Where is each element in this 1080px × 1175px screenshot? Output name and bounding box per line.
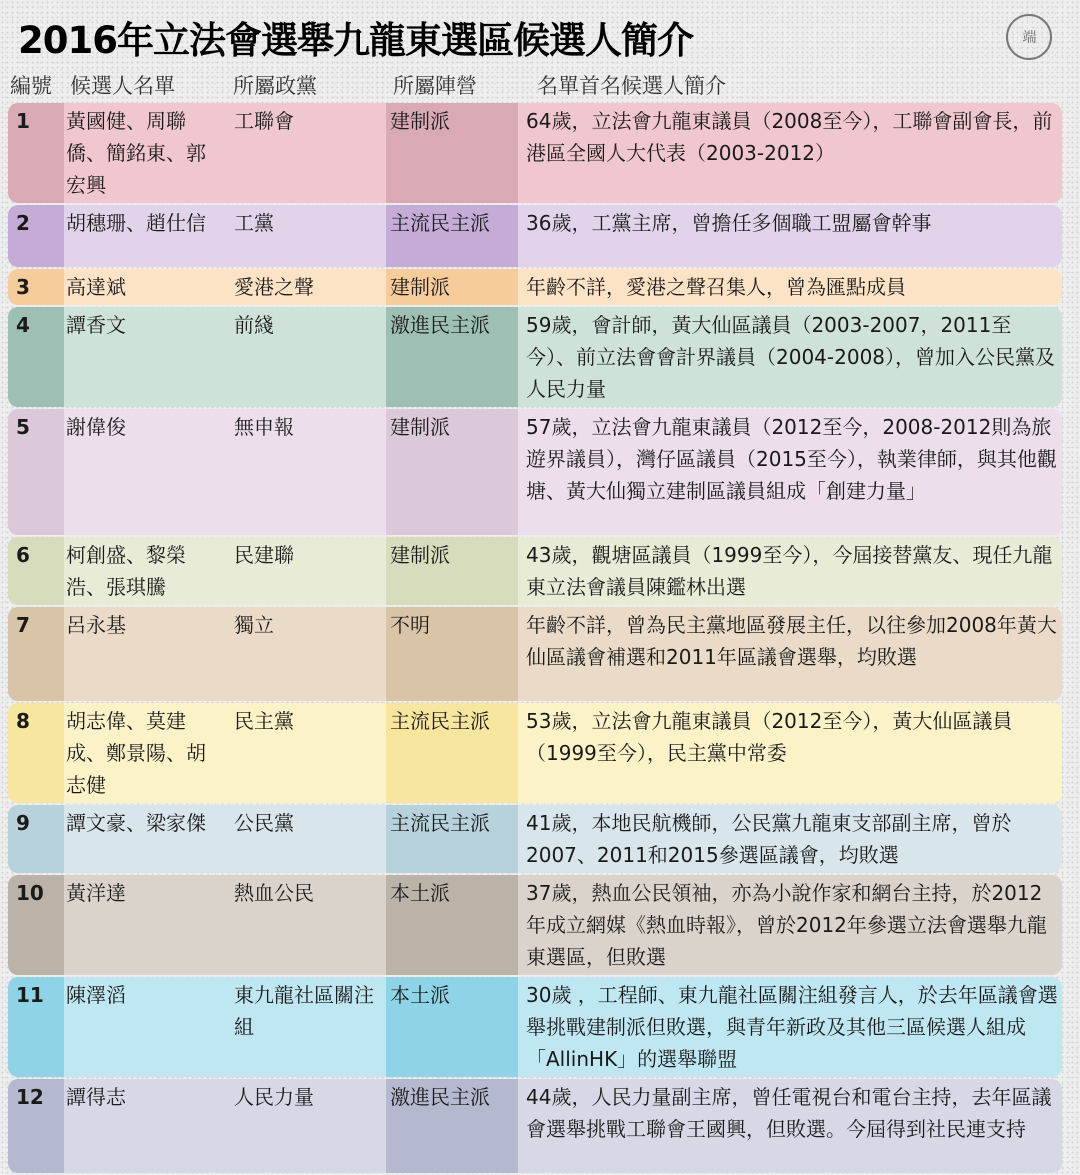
table-row	[8, 607, 1062, 701]
row-camp: 激進民主派	[386, 1079, 518, 1173]
row-camp: 激進民主派	[386, 307, 518, 407]
row-candidates: 黃洋達	[64, 875, 228, 975]
row-bio: 43歲，觀塘區議員（1999至今），今屆接替黨友、現任九龍東立法會議員陳鑑林出選	[518, 537, 1062, 605]
row-camp: 本土派	[386, 875, 518, 975]
row-candidates: 譚文豪、梁家傑	[64, 805, 228, 873]
table-row	[8, 409, 1062, 535]
table-row	[8, 875, 1062, 975]
row-party: 獨立	[228, 607, 386, 701]
row-party: 工黨	[228, 205, 386, 267]
header-number: 編號	[10, 74, 52, 98]
row-bio: 年齡不詳，曾為民主黨地區發展主任，以往參加2008年黃大仙區議會補選和2011年區議會選舉，均敗選	[518, 607, 1062, 701]
page-title: 2016年立法會選舉九龍東選區候選人簡介	[18, 19, 693, 62]
table-row	[8, 1079, 1062, 1173]
table-row	[8, 703, 1062, 803]
row-number: 7	[8, 607, 64, 701]
row-party: 前綫	[228, 307, 386, 407]
row-party: 民建聯	[228, 537, 386, 605]
table-row	[8, 269, 1062, 305]
table-row	[8, 205, 1062, 267]
row-candidates: 譚香文	[64, 307, 228, 407]
row-bio: 57歲，立法會九龍東議員（2012至今，2008-2012則為旅遊界議員），灣仔區議員（2015至今），執業律師，與其他觀塘、黃大仙獨立建制區議員組成「創建力量」	[518, 409, 1062, 535]
table-row	[8, 307, 1062, 407]
table-row	[8, 977, 1062, 1077]
header-candidates: 候選人名單	[70, 74, 175, 98]
row-number: 10	[8, 875, 64, 975]
row-camp: 本土派	[386, 977, 518, 1077]
row-camp: 主流民主派	[386, 703, 518, 803]
row-candidates: 呂永基	[64, 607, 228, 701]
row-party: 熱血公民	[228, 875, 386, 975]
table-row	[8, 537, 1062, 605]
row-camp: 建制派	[386, 269, 518, 305]
row-candidates: 謝偉俊	[64, 409, 228, 535]
table-row	[8, 805, 1062, 873]
row-number: 8	[8, 703, 64, 803]
row-number: 2	[8, 205, 64, 267]
row-bio: 53歲，立法會九龍東議員（2012至今），黃大仙區議員（1999至今），民主黨中常委	[518, 703, 1062, 803]
row-camp: 建制派	[386, 537, 518, 605]
row-number: 3	[8, 269, 64, 305]
header-party: 所屬政黨	[233, 74, 317, 98]
row-party: 東九龍社區關注組	[228, 977, 386, 1077]
logo-icon: 端	[1006, 14, 1052, 60]
row-party: 人民力量	[228, 1079, 386, 1173]
row-candidates: 黃國健、周聯僑、簡銘東、郭宏興	[64, 103, 228, 203]
table-row	[8, 103, 1062, 203]
row-candidates: 胡穗珊、趙仕信	[64, 205, 228, 267]
row-candidates: 譚得志	[64, 1079, 228, 1173]
row-candidates: 柯創盛、黎榮浩、張琪騰	[64, 537, 228, 605]
candidate-table	[8, 103, 1062, 1175]
row-bio: 年齡不詳，愛港之聲召集人，曾為匯點成員	[518, 269, 1062, 305]
row-number: 11	[8, 977, 64, 1077]
row-bio: 59歲，會計師，黃大仙區議員（2003-2007，2011至今）、前立法會會計界議員（2004-2008），曾加入公民黨及人民力量	[518, 307, 1062, 407]
row-party: 無申報	[228, 409, 386, 535]
row-bio: 37歲，熱血公民領袖，亦為小說作家和網台主持，於2012年成立網媒《熱血時報》，曾於2012年參選立法會選舉九龍東選區，但敗選	[518, 875, 1062, 975]
row-camp: 建制派	[386, 103, 518, 203]
row-candidates: 胡志偉、莫建成、鄭景陽、胡志健	[64, 703, 228, 803]
row-number: 5	[8, 409, 64, 535]
row-party: 民主黨	[228, 703, 386, 803]
row-bio: 64歲，立法會九龍東議員（2008至今），工聯會副會長，前港區全國人大代表（2003-2012）	[518, 103, 1062, 203]
row-camp: 主流民主派	[386, 205, 518, 267]
row-bio: 41歲，本地民航機師，公民黨九龍東支部副主席，曾於2007、2011和2015參選區議會，均敗選	[518, 805, 1062, 873]
header-camp: 所屬陣營	[393, 74, 477, 98]
header-bio: 名單首名候選人簡介	[537, 74, 726, 98]
row-bio: 44歲，人民力量副主席，曾任電視台和電台主持，去年區議會選舉挑戰工聯會王國興，但敗選。今屆得到社民連支持	[518, 1079, 1062, 1173]
row-candidates: 陳澤滔	[64, 977, 228, 1077]
row-number: 12	[8, 1079, 64, 1173]
row-number: 1	[8, 103, 64, 203]
row-bio: 36歲，工黨主席，曾擔任多個職工盟屬會幹事	[518, 205, 1062, 267]
row-number: 9	[8, 805, 64, 873]
row-party: 工聯會	[228, 103, 386, 203]
row-camp: 建制派	[386, 409, 518, 535]
row-number: 6	[8, 537, 64, 605]
row-party: 公民黨	[228, 805, 386, 873]
row-bio: 30歲 ，工程師、東九龍社區關注組發言人，於去年區議會選舉挑戰建制派但敗選，與青年新政及其他三區候選人組成「AllinHK」的選舉聯盟	[518, 977, 1062, 1077]
row-candidates: 高達斌	[64, 269, 228, 305]
row-number: 4	[8, 307, 64, 407]
row-camp: 主流民主派	[386, 805, 518, 873]
row-party: 愛港之聲	[228, 269, 386, 305]
row-camp: 不明	[386, 607, 518, 701]
